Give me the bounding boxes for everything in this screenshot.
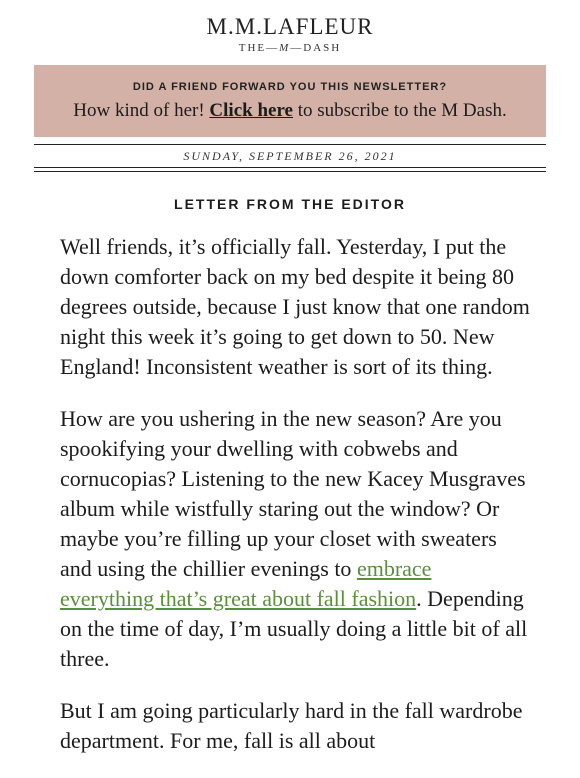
brand-logo[interactable]: M.M.LAFLEUR (206, 14, 374, 39)
newsletter-name-mid: M (279, 42, 291, 54)
banner-question: DID A FRIEND FORWARD YOU THIS NEWSLETTER? (132, 81, 448, 93)
editor-letter (60, 232, 530, 778)
newsletter-header (0, 0, 580, 66)
issue-date: SUNDAY, SEPTEMBER 26, 2021 (183, 149, 397, 163)
banner-message-pre: How kind of her! (73, 100, 210, 121)
paragraph-2-post: . Depending on the time of day, I’m usually doing a little bit of all three. (60, 586, 528, 671)
paragraph-3: But I am going particularly hard in the fall wardrobe department. For me, fall is all about (60, 698, 523, 753)
banner-message-post: to subscribe to the M Dash. (292, 100, 507, 121)
newsletter-name-left: THE— (238, 42, 280, 54)
newsletter-name (0, 41, 580, 55)
paragraph-2 (60, 404, 530, 674)
newsletter-name-right: —DASH (290, 42, 342, 54)
divider-top (34, 144, 546, 145)
subscribe-link[interactable]: Click here (209, 100, 293, 121)
paragraph-1: Well friends, it’s officially fall. Yesterday, I put the down comforter back on my bed despite it being 80 degrees outside, because I just know that one random night this week it’s going to get down to 50. New England! Inconsistent weather is sort of its thing. (60, 234, 530, 379)
banner-message (34, 100, 546, 122)
paragraph-2-pre: How are you ushering in the new season? Are you spookifying your dwelling with cobwebs and cornucopias? Listening to the new Kacey Musgraves album while wistfully staring out the window? Or maybe you’re filling up your closet with sweaters and using the chillier evenings to (60, 406, 526, 581)
fall-fashion-link[interactable]: embrace everything that’s great about fall fashion (60, 556, 432, 611)
subscribe-banner (34, 65, 546, 137)
section-title: LETTER FROM THE EDITOR (174, 196, 406, 212)
divider-bottom (34, 167, 546, 172)
